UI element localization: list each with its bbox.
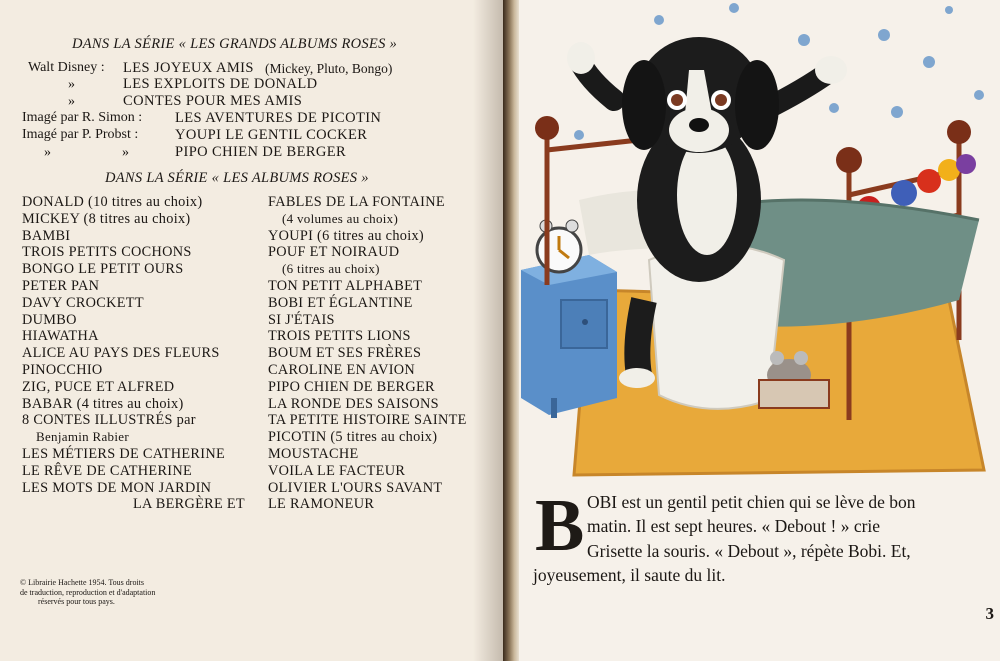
list-item: PIPO CHIEN DE BERGER <box>268 378 435 395</box>
story-line: Grisette la souris. « Debout », répète Bobi. Et, <box>587 541 911 561</box>
list-item: TROIS PETITS COCHONS <box>22 244 192 261</box>
list-item: POUF ET NOIRAUD <box>268 244 400 261</box>
grand-title: CONTES POUR MES AMIS <box>123 93 303 109</box>
grand-author: Imagé par R. Simon : <box>22 110 143 125</box>
ditto-mark: » <box>122 145 129 160</box>
list-item: LA RONDE DES SAISONS <box>268 395 439 412</box>
grand-title: PIPO CHIEN DE BERGER <box>175 144 347 160</box>
list-item: YOUPI (6 titres au choix) <box>268 227 424 244</box>
list-item: BOBI ET ÉGLANTINE <box>268 294 413 311</box>
series-header-albums: DANS LA SÉRIE « LES ALBUMS ROSES » <box>105 170 369 186</box>
list-item: (4 volumes au choix) <box>282 210 399 226</box>
grand-title: YOUPI LE GENTIL COCKER <box>175 127 368 143</box>
list-item: Benjamin Rabier <box>36 429 129 445</box>
list-item: PICOTIN (5 titres au choix) <box>268 429 438 446</box>
list-item: TROIS PETITS LIONS <box>268 328 411 345</box>
list-item: BAMBI <box>22 227 71 244</box>
story-line: matin. Il est sept heures. « Debout ! » crie <box>587 516 881 536</box>
list-item: OLIVIER L'OURS SAVANT <box>268 479 443 496</box>
series-header-grands: DANS LA SÉRIE « LES GRANDS ALBUMS ROSES » <box>72 36 398 52</box>
list-item: MICKEY (8 titres au choix) <box>22 210 191 227</box>
list-item: VOILA LE FACTEUR <box>268 462 406 479</box>
ditto-mark: » <box>68 77 75 92</box>
list-item: ALICE AU PAYS DES FLEURS <box>22 345 220 362</box>
grand-author: Imagé par P. Probst : <box>22 127 139 142</box>
list-item: MOUSTACHE <box>268 445 359 462</box>
list-item: BABAR (4 titres au choix) <box>22 395 184 412</box>
ditto-mark: » <box>44 145 51 160</box>
titles-column-right <box>268 194 467 496</box>
list-item: LE RAMONEUR <box>268 496 375 512</box>
list-item: HIAWATHA <box>22 328 99 345</box>
page-number: 3 <box>985 604 994 623</box>
bed-knob <box>836 147 862 173</box>
ditto-mark: » <box>68 94 75 109</box>
list-item: CAROLINE EN AVION <box>268 361 416 378</box>
copyright-notice <box>20 578 155 607</box>
bed-knob <box>535 116 559 140</box>
list-item: TON PETIT ALPHABET <box>268 277 423 294</box>
illustration-dog-jumping-out-of-bed <box>519 0 1000 480</box>
list-item: 8 CONTES ILLUSTRÉS par <box>22 412 196 429</box>
list-item: FABLES DE LA FONTAINE <box>268 194 445 210</box>
list-item: SI J'ÉTAIS <box>268 311 335 328</box>
story-line: OBI est un gentil petit chien qui se lève de bon <box>587 492 916 512</box>
list-item: TA PETITE HISTOIRE SAINTE <box>268 412 467 429</box>
grand-note: (Mickey, Pluto, Bongo) <box>265 61 393 76</box>
list-item: LES MÉTIERS DE CATHERINE <box>22 445 225 462</box>
nightstand <box>521 255 617 418</box>
copyright-line: © Librairie Hachette 1954. Tous droits <box>20 578 145 587</box>
alarm-clock <box>537 220 581 272</box>
copyright-line: réservés pour tous pays. <box>38 597 115 606</box>
grand-title: LES JOYEUX AMIS <box>123 60 254 76</box>
list-item: PINOCCHIO <box>22 361 103 378</box>
grand-author: Walt Disney : <box>28 60 105 75</box>
drop-cap: B <box>535 485 585 567</box>
list-item: LES MOTS DE MON JARDIN <box>22 479 212 496</box>
list-item: DONALD (10 titres au choix) <box>22 194 203 210</box>
titles-column-left <box>22 194 225 496</box>
book-spine <box>503 0 519 661</box>
list-item: DUMBO <box>22 311 77 328</box>
list-item: LE RÊVE DE CATHERINE <box>22 462 192 479</box>
story-line: joyeusement, il saute du lit. <box>533 565 726 585</box>
list-item: BONGO LE PETIT OURS <box>22 261 184 278</box>
list-item: PETER PAN <box>22 277 100 294</box>
grand-title: LES AVENTURES DE PICOTIN <box>175 110 382 126</box>
right-page <box>519 0 1000 661</box>
bed-knob <box>947 120 971 144</box>
copyright-line: de traduction, reproduction et d'adaptation <box>20 587 156 597</box>
grand-title: LES EXPLOITS DE DONALD <box>123 76 318 92</box>
list-item: BOUM ET SES FRÈRES <box>268 345 422 362</box>
list-item: DAVY CROCKETT <box>22 294 144 311</box>
list-item: ZIG, PUCE ET ALFRED <box>22 378 175 395</box>
list-item: (6 titres au choix) <box>282 261 380 277</box>
list-item: LA BERGÈRE ET <box>133 496 245 512</box>
